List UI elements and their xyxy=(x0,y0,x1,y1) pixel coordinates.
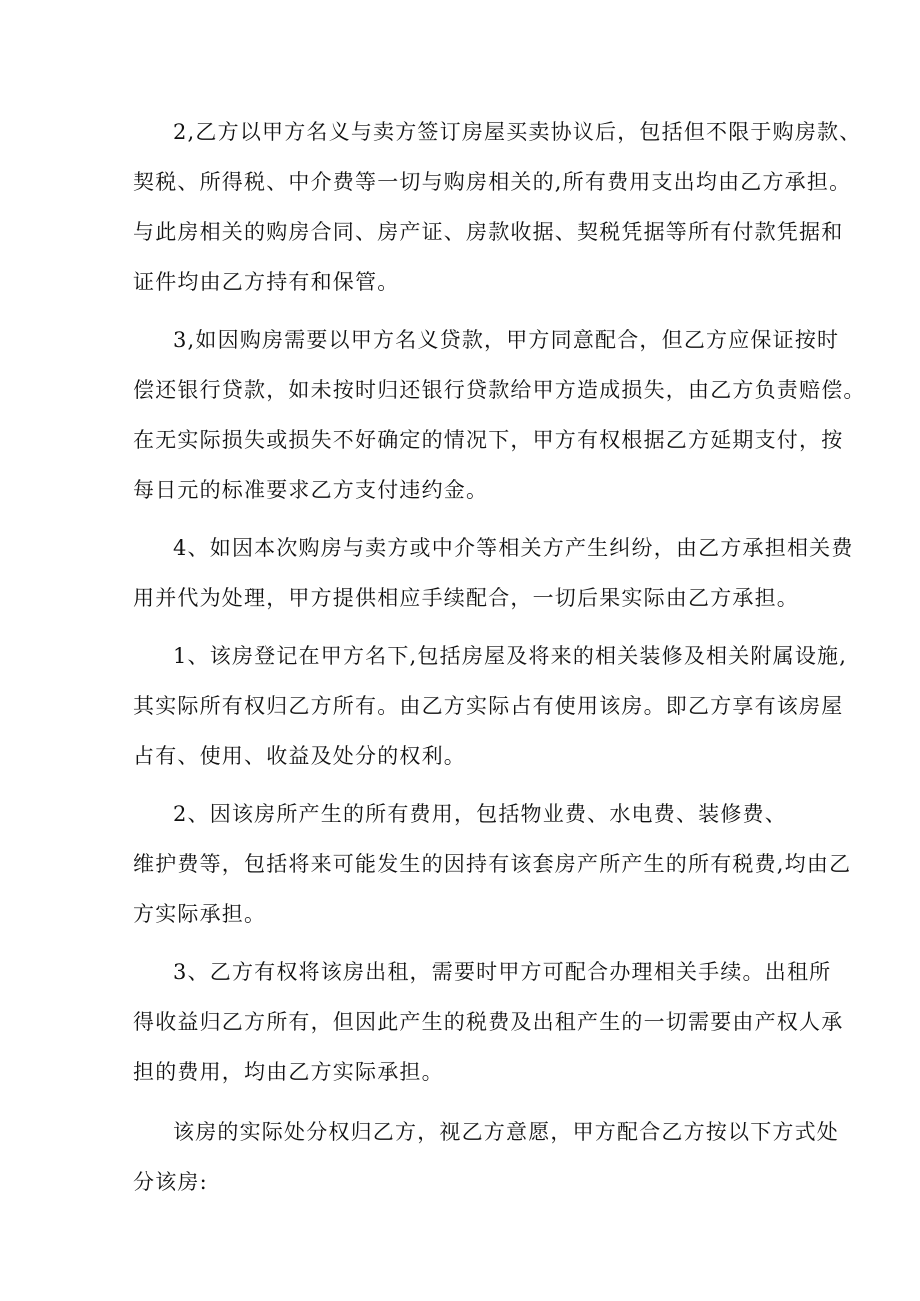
paragraph-line: 偿还银行贷款，如未按时归还银行贷款给甲方造成损失，由乙方负责赔偿。 xyxy=(133,378,866,402)
paragraph-line: 2、因该房所产生的所有费用，包括物业费、水电费、装修费、 xyxy=(173,802,787,826)
paragraph-line: 3,如因购房需要以甲方名义贷款，甲方同意配合，但乙方应保证按时 xyxy=(173,328,840,352)
paragraph-line: 每日元的标准要求乙方支付违约金。 xyxy=(133,478,489,502)
paragraph-line: 用并代为处理，甲方提供相应手续配合，一切后果实际由乙方承担。 xyxy=(133,586,799,610)
paragraph-line: 在无实际损失或损失不好确定的情况下，甲方有权根据乙方延期支付，按 xyxy=(133,428,844,452)
paragraph-line: 其实际所有权归乙方所有。由乙方实际占有使用该房。即乙方享有该房屋 xyxy=(133,694,844,718)
paragraph-line: 分该房: xyxy=(133,1170,208,1194)
paragraph-line: 2,乙方以甲方名义与卖方签订房屋买卖协议后，包括但不限于购房款、 xyxy=(173,120,862,144)
paragraph-line: 得收益归乙方所有，但因此产生的税费及出租产生的一切需要由产权人承 xyxy=(133,1010,844,1034)
paragraph-line: 与此房相关的购房合同、房产证、房款收据、契税凭据等所有付款凭据和 xyxy=(133,220,844,244)
paragraph-line: 维护费等，包括将来可能发生的因持有该套房产所产生的所有税费,均由乙 xyxy=(133,852,852,876)
paragraph-line: 1、该房登记在甲方名下,包括房屋及将来的相关装修及相关附属设施, xyxy=(173,644,848,668)
paragraph-line: 方实际承担。 xyxy=(133,902,267,926)
paragraph-line: 该房的实际处分权归乙方，视乙方意愿，甲方配合乙方按以下方式处 xyxy=(173,1120,839,1144)
paragraph-line: 担的费用，均由乙方实际承担。 xyxy=(133,1060,444,1084)
paragraph-line: 证件均由乙方持有和保管。 xyxy=(133,270,400,294)
paragraph-line: 4、如因本次购房与卖方或中介等相关方产生纠纷，由乙方承担相关费 xyxy=(173,536,854,560)
paragraph-line: 占有、使用、收益及处分的权利。 xyxy=(133,744,466,768)
paragraph-line: 3、乙方有权将该房出租，需要时甲方可配合办理相关手续。出租所 xyxy=(173,960,832,984)
paragraph-line: 契税、所得税、中介费等一切与购房相关的,所有费用支出均由乙方承担。 xyxy=(133,170,852,194)
